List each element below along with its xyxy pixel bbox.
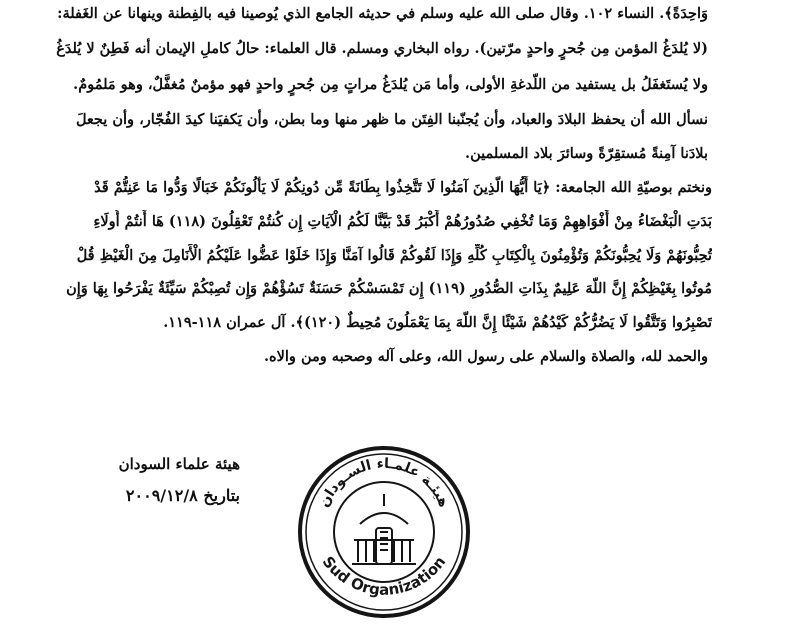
body-line-4: نسأل الله أن يحفظ البلادَ والعباد، وأن يُجنّبنا الفِتَن ما ظهر منها وما بطن، وأن يَكفيَنا كيدَ الفُجّار، وأن يجعلَ <box>75 111 708 128</box>
body-line-3: ولا يُستَغفَلُ بل يستفيد من اللَّدغةِ الأولى، وأما مَن يُلدَغُ مراتٍ مِن جُحرٍ واحدٍ فهو مؤمنٌ مُغفَّلٌ، وهو مَلمُومٌ. <box>73 76 708 93</box>
body-line-8: تُحِبُّونَهُمْ وَلَا يُحِبُّونَكُمْ وَتُؤْمِنُونَ بِالْكِتَابِ كُلِّهِ وَإِذَا لَقُوكُمْ قَالُوا آمَنَّا وَإِذَا خَلَوْا عَضُّوا عَلَيْكُمُ الْأَنَامِلَ مِنَ الْغَيْظِ قُلْ <box>76 247 712 264</box>
signature-organization: هيئة علماء السودان <box>118 455 240 473</box>
body-line-10: تَصْبِرُوا وَتَتَّقُوا لَا يَضُرُّكُمْ كَيْدُهُمْ شَيْئًا إِنَّ اللَّهَ بِمَا يَعْمَلُونَ مُحِيطٌ (١٢٠)﴾. آل عمران ١١٨-١١٩. <box>163 314 712 331</box>
signature-date: بتاريخ ٢٠٠٩/١٢/٨ <box>125 486 240 505</box>
body-line-2: (لا يُلدَغُ المؤمن مِن جُحرٍ واحدٍ مرّتين). رواه البخاري ومسلم. قال العلماء: حالُ كاملِ الإيمان أنه فَطِنٌ لا يُلدَغُ <box>56 40 708 57</box>
body-line-5: بلادَنا آمِنةً مُستقِرّةً وسائرَ بلاد المسلمين. <box>465 145 708 162</box>
body-line-1: وَاحِدَةً﴾. النساء ١٠٢. وقال صلى الله عليه وسلم في حديثه الجامع الذي يُوصينا فيه بالفِطنة وينهانا عن الغَفلة: <box>57 5 708 22</box>
seal-latin-text: Sud Organization <box>318 552 450 599</box>
seal-emblem-icon <box>352 494 416 564</box>
body-line-11: والحمد لله، والصلاة والسلام على رسول الله، وعلى آله وصحبه ومن والاه. <box>263 348 708 365</box>
body-line-7: بَدَتِ الْبَغْضَاءُ مِنْ أَفْوَاهِهِمْ وَمَا تُخْفِي صُدُورُهُمْ أَكْبَرُ قَدْ بَيَّنَّا لَكُمُ الْآيَاتِ إِن كُنتُمْ تَعْقِلُونَ (١١٨) هَا أَنتُمْ أُولَاءِ <box>93 213 712 230</box>
body-line-9: مُوتُوا بِغَيْظِكُمْ إِنَّ اللَّهَ عَلِيمٌ بِذَاتِ الصُّدُورِ (١١٩) إِن تَمْسَسْكُمْ حَسَنَةٌ تَسُؤْهُمْ وَإِن تُصِبْكُمْ سَيِّئَةٌ يَفْرَحُوا بِهَا وَإِن <box>66 280 712 297</box>
seal-arabic-text: هيئـة علمـاء السـودان <box>316 455 452 510</box>
organization-seal-stamp <box>296 432 472 628</box>
body-line-6: ونختم بوصيّةِ الله الجامعة: ﴿يَا أَيُّهَا الَّذِينَ آمَنُوا لَا تَتَّخِذُوا بِطَانَةً مِّن دُونِكُمْ لَا يَأْلُونَكُمْ خَبَالًا وَدُّوا مَا عَنِتُّمْ قَدْ <box>94 179 712 196</box>
